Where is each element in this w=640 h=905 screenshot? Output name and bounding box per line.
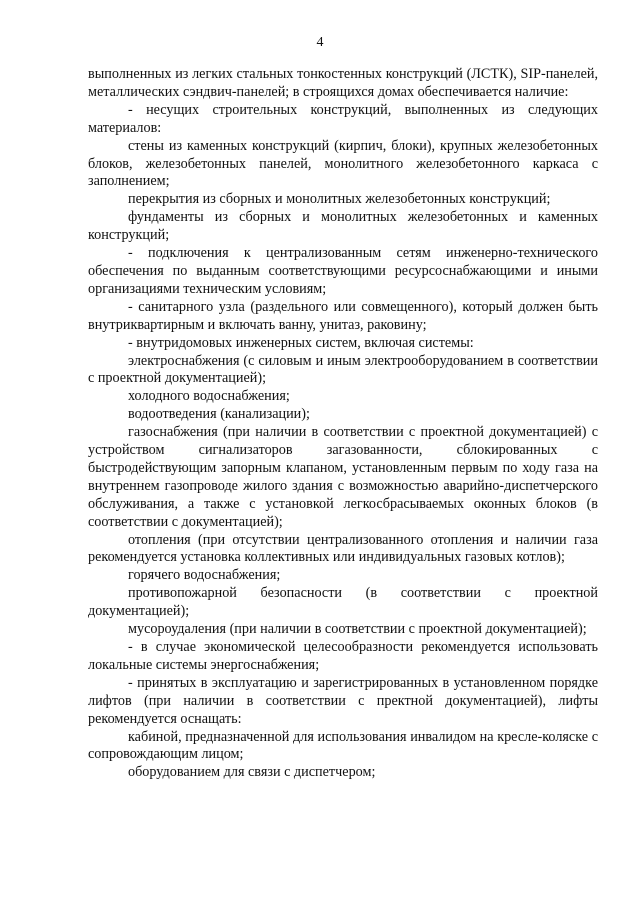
paragraph: газоснабжения (при наличии в соответствии с проектной документацией) с устройством сигнализаторов загазованности, сблокированных с быстродействующим запорным клапаном, установленным первым по ходу газа на внутреннем газопроводе жилого здания с возможностью аварийно-диспетчерского обслуживания, а также с установкой легкосбрасываемых оконных блоков (в соответствии с документацией); — [88, 424, 598, 530]
paragraph: оборудованием для связи с диспетчером; — [128, 764, 376, 781]
paragraph: - в случае экономической целесообразности рекомендуется использовать локальные системы энергоснабжения; — [88, 639, 598, 673]
paragraph: выполненных из легких стальных тонкостенных конструкций (ЛСТК), SIP-панелей, металлических сэндвич-панелей; в строящихся домах обеспечивается наличие: — [88, 66, 598, 100]
paragraph: - внутридомовых инженерных систем, включая системы: — [128, 334, 474, 351]
paragraph: мусороудаления (при наличии в соответствии с проектной документацией); — [128, 621, 587, 638]
paragraph: противопожарной безопасности (в соответствии с проектной документацией); — [88, 585, 598, 620]
paragraph: - подключения к централизованным сетям инженерно-технического обеспечения по выданным соответствующими ресурсоснабжающими и иными организациями техническим условиям; — [88, 245, 598, 297]
paragraph: перекрытия из сборных и монолитных железобетонных конструкций; — [128, 191, 551, 208]
paragraph: холодного водоснабжения; — [128, 388, 290, 405]
paragraph: стены из каменных конструкций (кирпич, блоки), крупных железобетонных блоков, железобетонных панелей, монолитного железобетонного каркаса с заполнением; — [88, 137, 598, 190]
paragraph: горячего водоснабжения; — [128, 567, 281, 584]
paragraph: электроснабжения (с силовым и иным электрооборудованием в соответствии с проектной документацией); — [88, 352, 598, 387]
paragraph: - принятых в эксплуатацию и зарегистрированных в установленном порядке лифтов (при наличии в соответствии с пректной документацией), лифты рекомендуется оснащать: — [88, 674, 598, 727]
paragraph: фундаменты из сборных и монолитных железобетонных и каменных конструкций; — [88, 209, 598, 244]
body-text — [88, 66, 598, 782]
page-number: 4 — [316, 35, 324, 50]
paragraph: водоотведения (канализации); — [128, 406, 310, 423]
paragraph: - несущих строительных конструкций, выполненных из следующих материалов: — [88, 101, 598, 136]
paragraph: - санитарного узла (раздельного или совмещенного), который должен быть внутриквартирным и включать ванну, унитаз, раковину; — [88, 298, 598, 333]
paragraph: кабиной, предназначенной для использования инвалидом на кресле-коляске с сопровождающим лицом; — [88, 728, 598, 763]
paragraph: отопления (при отсутствии централизованного отопления и наличии газа рекомендуется установка коллективных или индивидуальных газовых котлов); — [88, 531, 598, 566]
